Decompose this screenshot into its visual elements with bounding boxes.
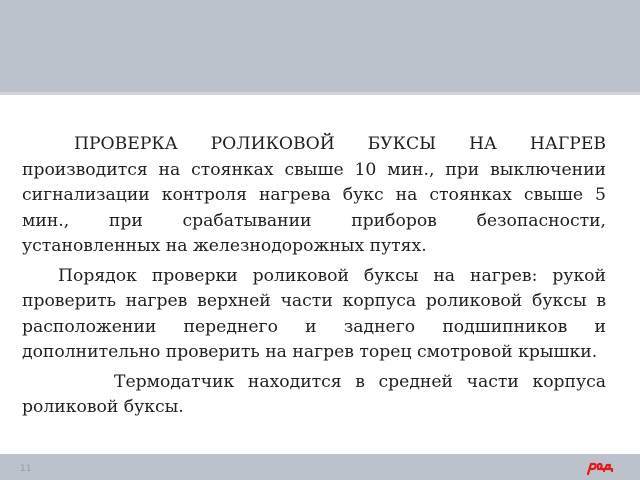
slide-number: 11 <box>20 464 32 474</box>
header-band <box>0 0 640 92</box>
slide-body <box>22 132 606 425</box>
rzd-logo-icon <box>585 461 615 475</box>
paragraph-inspection-procedure: Порядок проверки роликовой буксы на нагрев: рукой проверить нагрев верхней части корпуса роликовой буксы в расположении переднего и заднего подшипников и дополнительно проверить на нагрев торец смотровой крышки. <box>22 265 606 362</box>
paragraph-inspection-conditions: ПРОВЕРКА РОЛИКОВОЙ БУКСЫ НА НАГРЕВ производится на стоянках свыше 10 мин., при выключении сигнализации контроля нагрева букс на стоянках свыше 5 мин., при срабатывании приборов безопасности, установленных на железнодорожных путях. <box>22 134 606 256</box>
paragraph-thermosensor-location: Термодатчик находится в средней части корпуса роликовой буксы. <box>22 371 606 417</box>
header-divider <box>0 92 640 95</box>
footer-band <box>0 454 640 480</box>
